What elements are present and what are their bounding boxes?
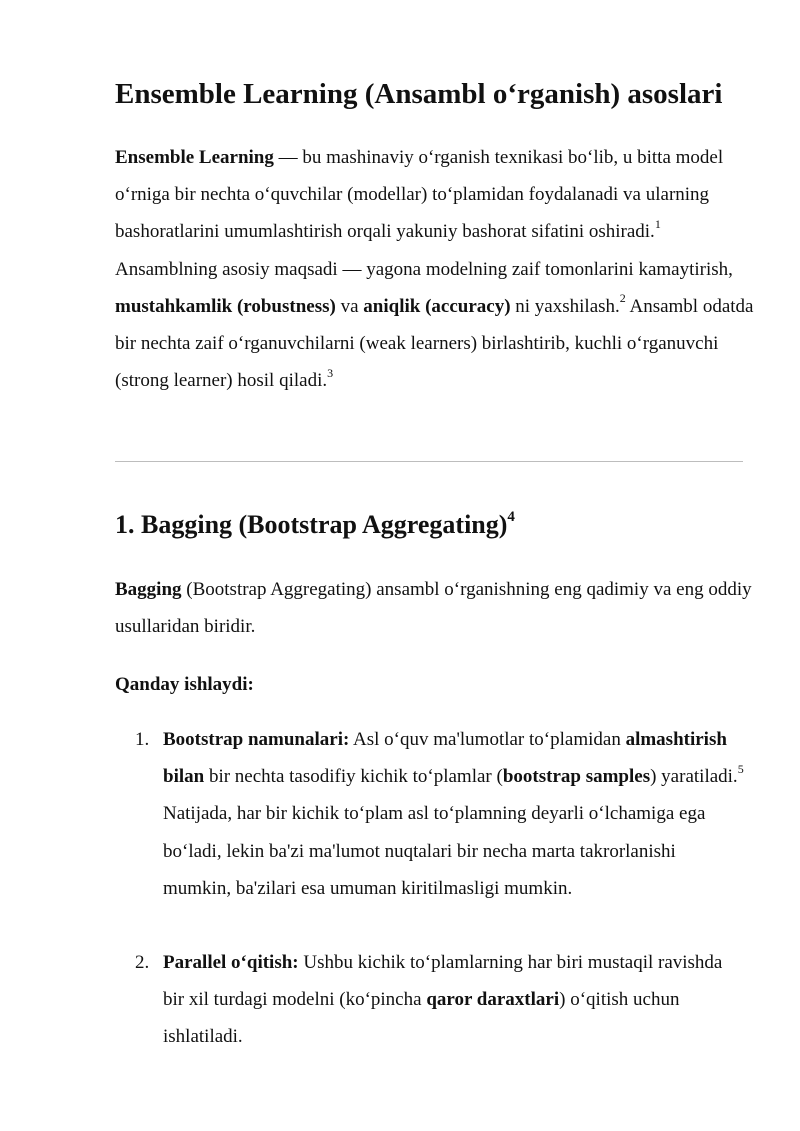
list-item-span: ) yaratiladi. [650, 766, 738, 788]
intro-bold-accuracy: aniqlik (accuracy) [363, 295, 511, 317]
list-item-span: ) o‘qitish uchun ishlatiladi. [163, 989, 680, 1048]
list-item-bold: Bootstrap namunalari: [163, 729, 350, 750]
intro-text-3: va [335, 295, 364, 317]
list-item-text [163, 944, 748, 1056]
list-item-span: bir nechta tasodifiy kichik to‘plamlar ( [204, 766, 503, 788]
intro-text-2: Ansamblning asosiy maqsadi — yagona modelning zaif tomonlarini kamaytirish, [115, 258, 733, 280]
intro-text-5: Ansambl odatda bir nechta zaif o‘rganuvchilarni (weak learners) birlashtirib, kuchli o‘rganuvchi (strong learner) hosil qiladi. [115, 295, 754, 392]
bagging-intro-text: (Bootstrap Aggregating) ansambl o‘rganishning eng qadimiy va eng oddiy usullaridan biridir. [115, 579, 752, 638]
how-it-works-heading: Qanday ishlaydi: [115, 674, 254, 695]
footnote-ref-4[interactable]: 4 [507, 509, 515, 526]
list-item-bold: qaror daraxtlari [426, 989, 560, 1011]
footnote-ref-5[interactable]: 5 [737, 761, 744, 776]
intro-paragraph [115, 139, 755, 399]
intro-text-1: — bu mashinaviy o‘rganish texnikasi bo‘lib, u bitta model o‘rniga bir nechta o‘quvchilar (modellar) to‘plamidan foydalanadi va ularning bashoratlarini umumlashtirish orqali yakuniy bashorat sifatini oshiradi. [115, 147, 724, 243]
list-number: 1. [135, 729, 150, 750]
footnote-ref-2[interactable]: 2 [619, 291, 626, 306]
intro-bold-robustness: mustahkamlik (robustness) [115, 295, 336, 317]
list-item-span: Asl o‘quv ma'lumotlar to‘plamidan [349, 729, 626, 750]
horizontal-divider [115, 461, 743, 462]
list-item-span: Ushbu kichik to‘plamlarning har biri mustaqil ravishda bir xil turdagi modelni (ko‘pincha [163, 952, 723, 1011]
footnote-ref-3[interactable]: 3 [327, 365, 334, 380]
list-item-span: Natijada, har bir kichik to‘plam asl to‘plamning deyarli o‘lchamiga ega bo‘ladi, lekin ba'zi ma'lumot nuqtalari bir necha marta takrorlanishi mumkin, ba'zilari esa umuman kiritilmasligi mumkin. [163, 803, 706, 899]
list-item-text [163, 721, 748, 907]
bagging-intro-paragraph [115, 571, 755, 645]
list-item-bold: almashtirish bilan [163, 729, 727, 788]
intro-term: Ensemble Learning [115, 147, 274, 168]
list-number: 2. [135, 952, 150, 973]
list-item-bold: Parallel o‘qitish: [163, 952, 299, 973]
intro-text-4: ni yaxshilash. [510, 295, 620, 317]
footnote-ref-1[interactable]: 1 [654, 217, 661, 232]
section-heading-text: 1. Bagging (Bootstrap Aggregating) [115, 510, 508, 539]
list-item-bold: bootstrap samples [502, 766, 651, 788]
section-heading-bagging [115, 506, 515, 544]
bagging-term: Bagging [115, 579, 182, 600]
page-title: Ensemble Learning (Ansambl o‘rganish) asoslari [115, 78, 723, 110]
